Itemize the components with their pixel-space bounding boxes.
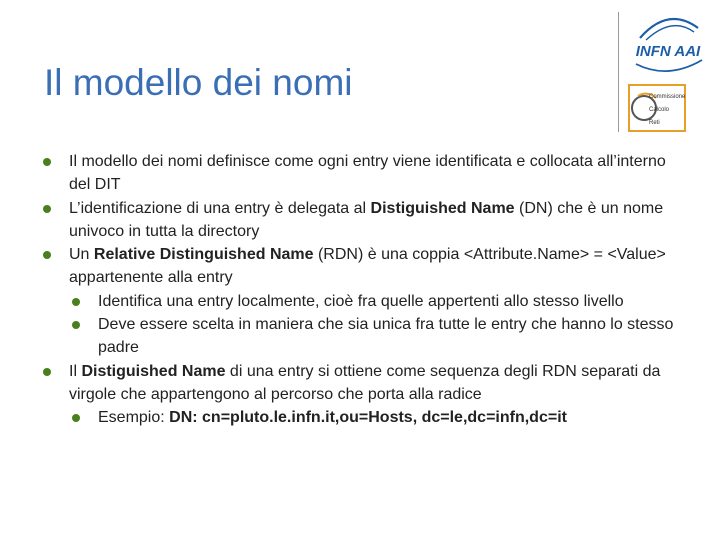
sub-bullet-text: Deve essere scelta in maniera che sia unica fra tutte le entry che hanno lo stesso padre: [98, 316, 674, 357]
bullet-term: Distiguished Name: [81, 362, 226, 380]
bullet-item: [40, 197, 680, 244]
bullet-term: Relative Distinguished Name: [93, 246, 314, 264]
ccr-logo: [628, 84, 708, 132]
dn-example: DN: cn=pluto.le.infn.it,ou=Hosts, dc=le,dc=infn,dc=it: [169, 409, 567, 427]
ccr-line-3: Reti: [649, 120, 660, 126]
slide-title: Il modello dei nomi: [44, 62, 353, 103]
bullet-text-pre: L’identificazione di una entry è delegata al: [69, 199, 371, 217]
bullet-dot: [72, 414, 80, 422]
bullet-dot: [72, 298, 80, 306]
ccr-line-2: Calcolo: [649, 107, 670, 113]
sub-bullet-item: [40, 290, 680, 313]
bullet-dot: [72, 321, 80, 329]
bullet-term: Distiguished Name: [370, 199, 515, 217]
bullet-text-post: (DN) che è un nome univoco in tutta la directory: [69, 199, 664, 240]
bullet-text-pre: Il: [69, 362, 82, 380]
sub-bullet-text: Identifica una entry localmente, cioè fra quelle appertenti allo stesso livello: [98, 292, 624, 310]
infn-aai-logo: [628, 6, 708, 80]
bullet-dot: [43, 251, 51, 259]
bullet-item: [40, 243, 680, 290]
infn-aai-logo-text: INFN AAI: [635, 43, 701, 60]
bullet-dot: [43, 205, 51, 213]
bullet-text: Il modello dei nomi definisce come ogni entry viene identificata e collocata all’interno del DIT: [69, 153, 666, 194]
bullet-text-pre: Un: [69, 246, 94, 264]
sub-bullet-text-pre: Esempio:: [98, 409, 170, 427]
bullet-text-post: di una entry si ottiene come sequenza degli RDN separati da virgole che appartengono al percorso che porta alla radice: [69, 362, 661, 403]
sub-bullet-item: [40, 406, 680, 429]
bullet-dot: [43, 368, 51, 376]
bullet-text-post: (RDN) è una coppia <Attribute.Name> = <Value> appartenente alla entry: [69, 246, 666, 287]
bullet-item: [40, 360, 680, 407]
bullet-dot: [43, 158, 51, 166]
ccr-line-1: Commissione: [649, 94, 686, 100]
bullet-item: [40, 150, 680, 197]
header-divider: [618, 12, 619, 132]
bullet-list: [40, 150, 680, 430]
sub-bullet-item: [40, 313, 680, 360]
